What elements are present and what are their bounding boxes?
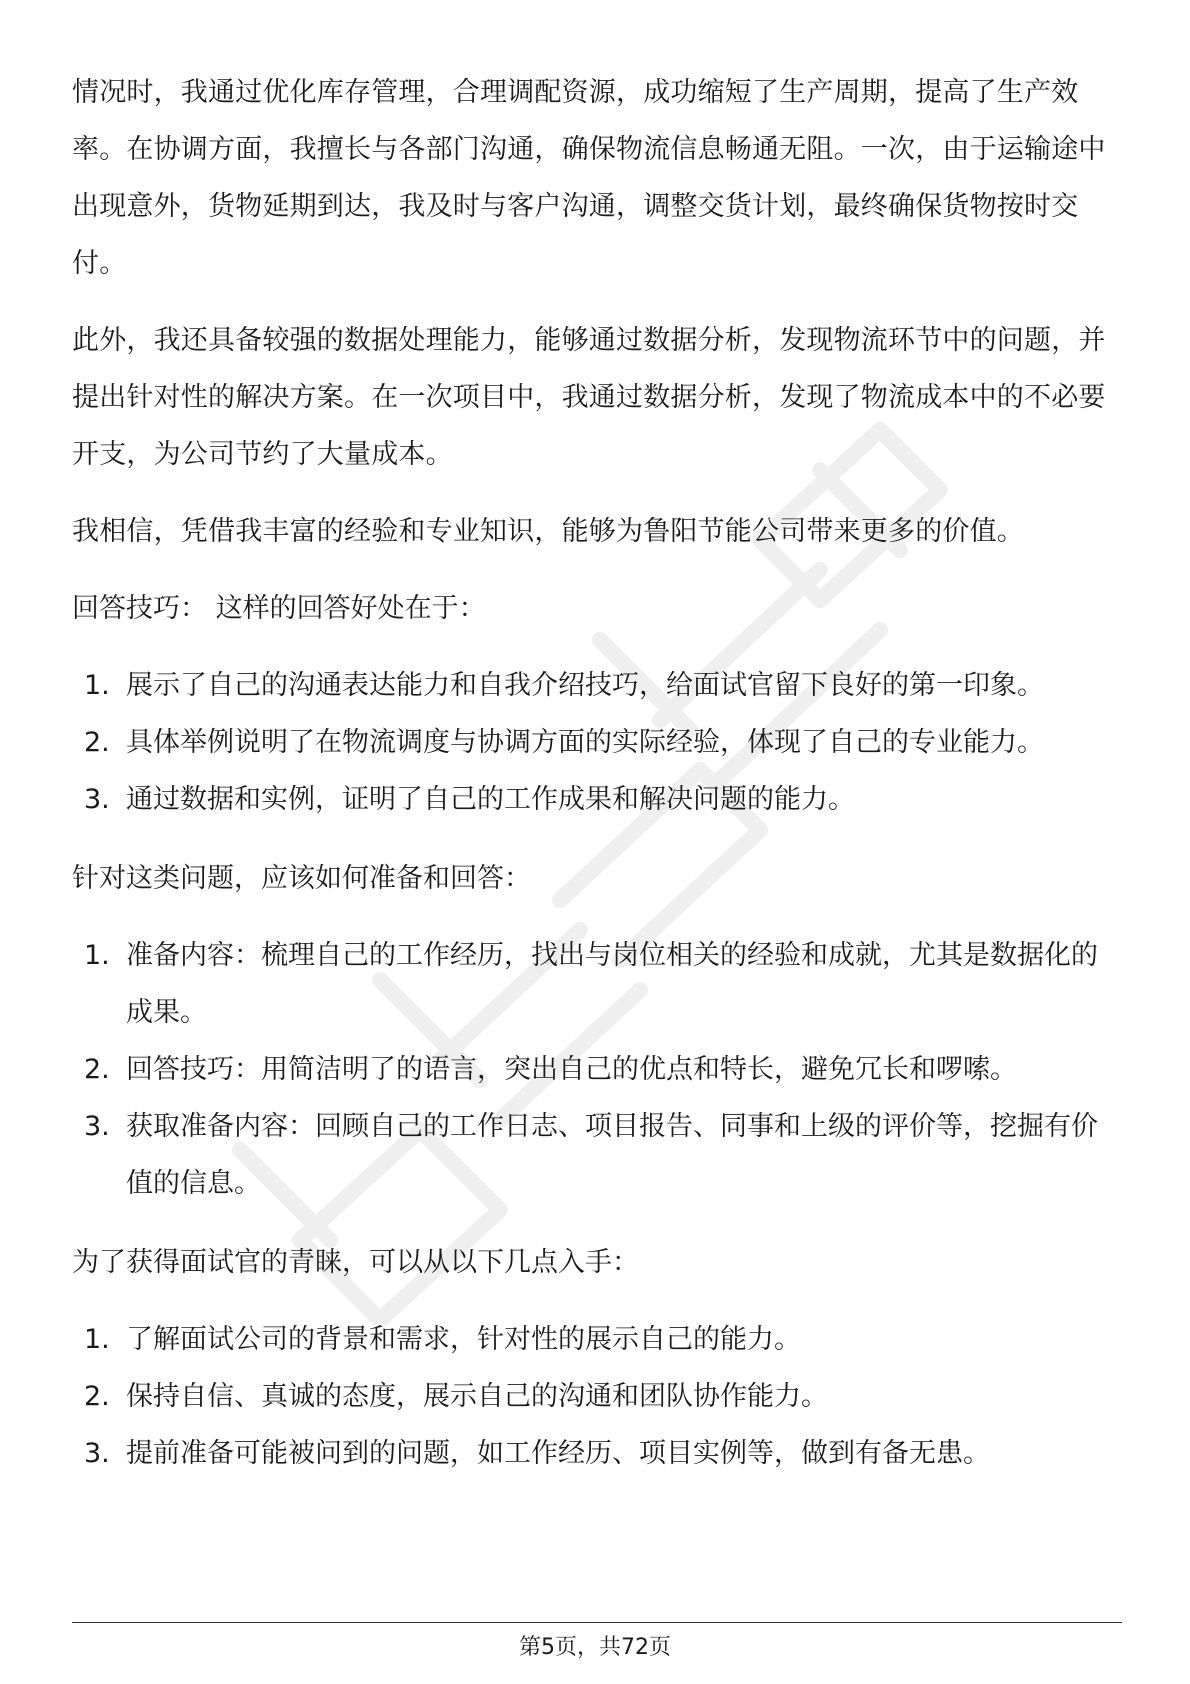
section-heading-prepare: 针对这类问题，应该如何准备和回答： — [72, 863, 531, 894]
prepare-list — [72, 927, 1122, 1212]
list-item — [72, 1041, 1122, 1098]
list-item — [72, 1425, 1122, 1482]
list-item-text: 保持自信、真诚的态度，展示自己的沟通和团队协作能力。 — [126, 1381, 828, 1412]
tips-list — [72, 657, 1122, 828]
list-item-text: 获取准备内容：回顾自己的工作日志、项目报告、同事和上级的评价等，挖掘有价值的信息。 — [126, 1111, 1098, 1199]
list-item — [72, 1368, 1122, 1425]
paragraph-experience: 情况时，我通过优化库存管理，合理调配资源，成功缩短了生产周期，提高了生产效率。在协调方面，我擅长与各部门沟通，确保物流信息畅通无阻。一次，由于运输途中出现意外，货物延期到达，我及时与客户沟通，调整交货计划，最终确保货物按时交付。 — [72, 77, 1106, 279]
list-item-text: 回答技巧：用简洁明了的语言，突出自己的优点和特长，避免冗长和啰嗦。 — [126, 1054, 1017, 1085]
paragraph-data-ability: 此外，我还具备较强的数据处理能力，能够通过数据分析，发现物流环节中的问题，并提出针对性的解决方案。在一次项目中，我通过数据分析，发现了物流成本中的不必要开支，为公司节约了大量成本。 — [72, 325, 1106, 470]
list-item-number: 3. — [84, 1111, 110, 1142]
list-item-text: 提前准备可能被问到的问题，如工作经历、项目实例等，做到有备无患。 — [126, 1438, 990, 1469]
document-body — [72, 64, 1122, 1504]
list-item — [72, 657, 1122, 714]
list-item-text: 准备内容：梳理自己的工作经历，找出与岗位相关的经验和成就，尤其是数据化的成果。 — [126, 940, 1098, 1028]
list-item-text: 展示了自己的沟通表达能力和自我介绍技巧，给面试官留下良好的第一印象。 — [126, 670, 1044, 701]
list-item — [72, 927, 1122, 1041]
paragraph-belief: 我相信，凭借我丰富的经验和专业知识，能够为鲁阳节能公司带来更多的价值。 — [72, 516, 1024, 547]
section-heading-tips: 回答技巧： 这样的回答好处在于： — [72, 593, 486, 624]
favor-list — [72, 1311, 1122, 1482]
page-number: 第5页，共72页 — [519, 1635, 671, 1660]
list-item — [72, 714, 1122, 771]
list-item-text: 通过数据和实例，证明了自己的工作成果和解决问题的能力。 — [126, 784, 855, 815]
list-item-number: 2. — [84, 1054, 110, 1085]
section-heading-favor: 为了获得面试官的青睐，可以从以下几点入手： — [72, 1247, 639, 1278]
list-item — [72, 1098, 1122, 1212]
list-item-number: 1. — [84, 940, 110, 971]
footer-divider — [72, 1622, 1122, 1623]
list-item-number: 3. — [84, 784, 110, 815]
list-item — [72, 1311, 1122, 1368]
list-item — [72, 771, 1122, 828]
list-item-number: 2. — [84, 1381, 110, 1412]
list-item-text: 了解面试公司的背景和需求，针对性的展示自己的能力。 — [126, 1324, 801, 1355]
list-item-number: 3. — [84, 1438, 110, 1469]
list-item-text: 具体举例说明了在物流调度与协调方面的实际经验，体现了自己的专业能力。 — [126, 727, 1044, 758]
list-item-number: 2. — [84, 727, 110, 758]
list-item-number: 1. — [84, 670, 110, 701]
list-item-number: 1. — [84, 1324, 110, 1355]
